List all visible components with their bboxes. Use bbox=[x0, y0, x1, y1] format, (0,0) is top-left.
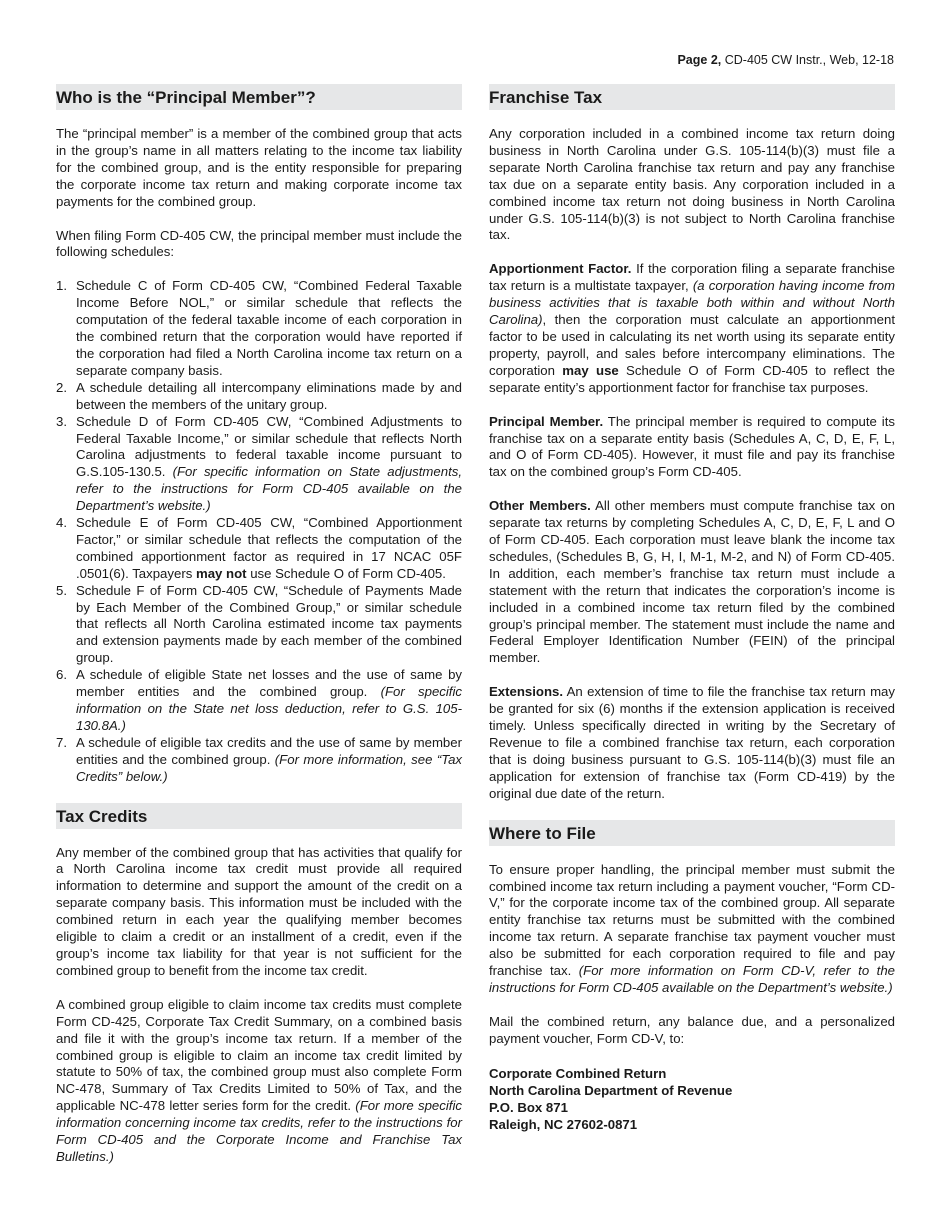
principal-member-definition: The “principal member” is a member of the combined group that acts in the group’s name in all matters relating to the income tax liability for the combined group, and is the entity responsible for preparing the corporate income tax return and making corporate income tax payments for the combined group. bbox=[56, 126, 462, 209]
schedules-intro: When filing Form CD-405 CW, the principal member must include the following schedules: bbox=[56, 227, 462, 260]
other-members-paragraph: Other Members. All other members must compute franchise tax on separate tax returns by completing Schedules A, C, D, E, F, L and O of Form CD-405. Each corporation must leave blank the income tax schedules, (Schedules B, G, H, I, M-1, M-2, and N) of Form CD-405. In addition, each member’s franchise tax return must include a statement with the return that indicates the corporation’s income is included in a combined income tax return filed by the combined group’s principal member. The statement must include the name and Federal Employer Identification Number (FEIN) of the principal member. bbox=[489, 498, 895, 666]
where-to-file-paragraph: To ensure proper handling, the principal member must submit the combined income tax return including a payment voucher, “Form CD-V,” for the corporate income tax of the combined group. All separate entity franchise tax returns must be submitted with the combined income tax return. A separate franchise tax payment voucher must also be submitted for each corporation required to file and pay franchise tax. (For more information on Form CD-V, refer to the instructions for Form CD-405 available on the Department’s website.) bbox=[489, 861, 895, 995]
list-item: 4. Schedule E of Form CD-405 CW, “Combined Apportionment Factor,” or similar schedule that reflects the computation of the combined apportionment factor as required in 17 NCAC 05F .0501(6). Taxpayers may not use Schedule O of Form CD-405. bbox=[56, 515, 462, 581]
section-heading-principal-member: Who is the “Principal Member”? bbox=[56, 84, 462, 110]
schedule-list bbox=[56, 278, 462, 785]
apportionment-factor-paragraph: Apportionment Factor. If the corporation filing a separate franchise tax return is a multistate taxpayer, (a corporation having income from business activities that is taxable both within and without North Carolina), then the corporation must calculate an apportionment factor to be used in calculating its net worth using its separate entity property, payroll, and sales before intercompany eliminations. The corporation may use Schedule O of Form CD-405 to reflect the separate entity’s apportionment factor for franchise tax purposes. bbox=[489, 261, 895, 395]
principal-member-paragraph: Principal Member. The principal member is required to compute its franchise tax on a separate entity basis (Schedules A, C, D, E, F, L, and O of Form CD-405). However, it must file and pay its franchise tax on the combined group’s Form CD-405. bbox=[489, 413, 895, 480]
list-item: 7. A schedule of eligible tax credits and the use of same by member entities and the combined group. (For more information, see “Tax Credits” below.) bbox=[56, 734, 462, 784]
list-item: 3. Schedule D of Form CD-405 CW, “Combined Adjustments to Federal Taxable Income,” or similar schedule that reflects North Carolina adjustments to federal taxable income pursuant to G.S.105-130.5. (For specific information on State adjustments, refer to the instructions for Form CD-405 available on the Department’s website.) bbox=[56, 413, 462, 514]
list-item: 2. A schedule detailing all intercompany eliminations made by and between the members of the unitary group. bbox=[56, 379, 462, 412]
page-number: Page 2, bbox=[677, 53, 722, 67]
address-line: Raleigh, NC 27602-0871 bbox=[489, 1116, 638, 1132]
extensions-paragraph: Extensions. An extension of time to file the franchise tax return may be granted for six (6) months if the extension application is received timely. Unless specifically directed in writing by the Secretary of Revenue to file a combined franchise tax return, each corporation that is doing business pursuant to G.S. 105-114(b)(3) must file an application for extension of franchise tax (Form CD-419) by the original due date of the return. bbox=[489, 684, 895, 801]
address-line: Corporate Combined Return bbox=[489, 1065, 667, 1081]
address-line: North Carolina Department of Revenue bbox=[489, 1082, 733, 1098]
list-item: 1. Schedule C of Form CD-405 CW, “Combined Federal Taxable Income Before NOL,” or similar schedule that reflects the computation of the federal taxable income of each corporation in the combined return that the corporation would have reported if the corporation had filed a North Carolina income tax return on a separate company basis. bbox=[56, 278, 462, 378]
section-heading-tax-credits: Tax Credits bbox=[56, 803, 462, 829]
right-column bbox=[489, 84, 895, 1133]
tax-credits-paragraph-1: Any member of the combined group that has activities that qualify for a North Carolina income tax credit must provide all required information to determine and support the amount of the credit on a separate company basis. This information must be included with the combined return in each year the qualifying member becomes eligible to claim a credit or an installment of a credit, even if the group’s income tax liability for that year is not sufficient for the combined group to benefit from the income tax credit. bbox=[56, 844, 462, 978]
mailing-address bbox=[489, 1065, 895, 1133]
mail-instructions: Mail the combined return, any balance due, and a personalized payment voucher, Form CD-V, to: bbox=[489, 1013, 895, 1046]
tax-credits-paragraph-2: A combined group eligible to claim income tax credits must complete Form CD-425, Corporate Tax Credit Summary, on a combined basis and file it with the group’s income tax return. If a member of the combined group is eligible to claim an income tax credit limited by statute to 50% of tax, the combined group must also complete Form NC-478, Summary of Tax Credits Limited to 50% of Tax, and the applicable NC-478 letter series form for the credit. (For more specific information concerning income tax credits, refer to the instructions for Form CD-405 and the Corporate Income and Franchise Tax Bulletins.) bbox=[56, 996, 462, 1164]
address-line: P.O. Box 871 bbox=[489, 1099, 568, 1115]
list-item: 6. A schedule of eligible State net losses and the use of same by member entities and the combined group. (For specific information on the State net loss deduction, refer to G.S. 105-130.8A.) bbox=[56, 667, 462, 733]
section-heading-franchise-tax: Franchise Tax bbox=[489, 84, 895, 110]
left-column bbox=[56, 84, 462, 1166]
page-header bbox=[677, 53, 894, 67]
document-reference: CD-405 CW Instr., Web, 12-18 bbox=[721, 53, 894, 67]
section-heading-where-to-file: Where to File bbox=[489, 820, 895, 846]
franchise-tax-paragraph: Any corporation included in a combined income tax return doing business in North Carolina under G.S. 105-114(b)(3) must file a separate North Carolina franchise tax return and pay any franchise tax due on a separate entity basis. Any corporation included in a combined income tax return not doing business in North Carolina under G.S. 105-114(b)(3) is not subject to North Carolina franchise tax. bbox=[489, 126, 895, 243]
list-item: 5. Schedule F of Form CD-405 CW, “Schedule of Payments Made by Each Member of the Combined Group,” or similar schedule that reflects all North Carolina estimated income tax payments and extension payments made by each member of the combined group. bbox=[56, 582, 462, 666]
